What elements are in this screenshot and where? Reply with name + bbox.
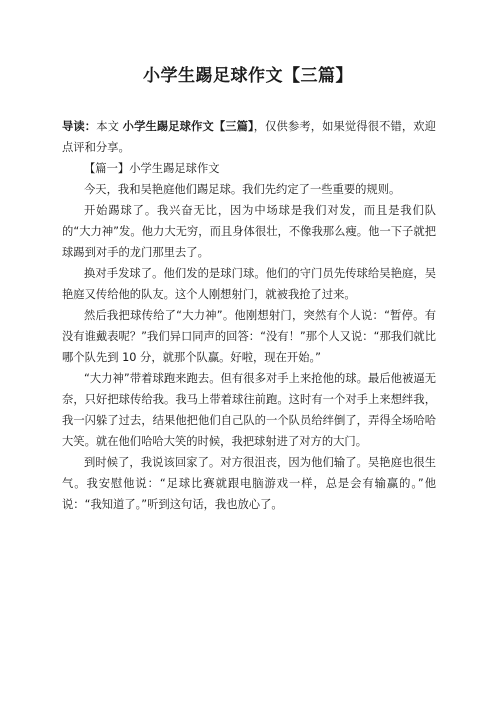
intro-label: 导读： [62,120,97,133]
intro-text-before: 本文 [96,120,123,133]
paragraph-1: 今天，我和吴艳庭他们踢足球。我们先约定了一些重要的规则。 [84,183,401,196]
intro-emphasis: 小学生踢足球作文【三篇】 [122,120,254,133]
paragraph-2: 开始踢球了。我兴奋无比，因为中场球是我们对发，而且是我们队的“大力神”发。他力大无穷，而且身体很壮，不像我那么瘦。他一下子就把球踢到对手的龙门那里去了。 [62,204,436,259]
document-body [62,116,436,515]
document-title: 小学生踢足球作文【三篇】 [143,66,353,86]
paragraph-6: 到时候了，我说该回家了。对方很沮丧，因为他们输了。吴艳庭也很生气。我安慰他说：“足球比赛就跟电脑游戏一样，总是会有输赢的。”他说：“我知道了。”听到这句话，我也放心了。 [62,456,436,511]
intro-text-after: ，仅供参考，如果觉得很不错，欢迎点评和分享。 [62,120,436,154]
intro-paragraph [62,116,436,158]
paragraph-3: 换对手发球了。他们发的是球门球。他们的守门员先传球给吴艳庭，吴艳庭又传给他的队友。这个人刚想射门，就被我抢了过来。 [62,267,436,301]
section-heading: 【篇一】小学生踢足球作文 [84,162,220,175]
paragraph-5: “大力神”带着球跑来跑去。但有很多对手上来抢他的球。最后他被逼无奈，只好把球传给我。我马上带着球往前跑。这时有一个对手上来想绊我，我一闪躲了过去，结果他把他们自己队的一个队员给绊倒了，弄得全场哈哈大笑。就在他们哈哈大笑的时候，我把球射进了对方的大门。 [62,372,436,448]
paragraph-4: 然后我把球传给了“大力神”。他刚想射门，突然有个人说：“暂停。有没有谁戴表呢？”我们异口同声的回答：“没有！”那个人又说：“那我们就比哪个队先到 10 分，就那个队赢。好啦，现在开始。” [62,309,436,364]
